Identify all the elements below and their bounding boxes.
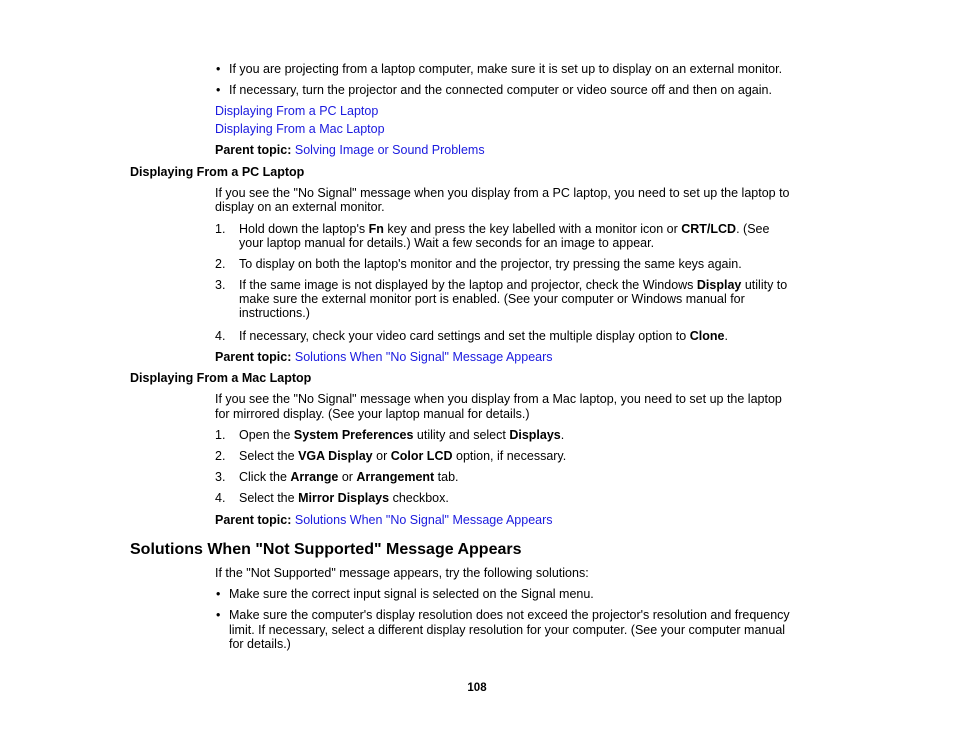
- not-supported-heading: Solutions When "Not Supported" Message Appears: [130, 541, 522, 558]
- step-number: 3.: [215, 470, 226, 484]
- mac-step-1: Open the System Preferences utility and select Displays.: [239, 428, 565, 442]
- link-mac-laptop[interactable]: Displaying From a Mac Laptop: [215, 122, 385, 136]
- pc-parent-topic: [215, 350, 553, 365]
- pc-step-4: If necessary, check your video card settings and set the multiple display option to Clone.: [239, 329, 728, 343]
- not-supported-bullet-2: Make sure the computer's display resolution does not exceed the projector's resolution and frequency: [229, 608, 790, 622]
- pc-step-1-cont: your laptop manual for details.) Wait a few seconds for an image to appear.: [239, 236, 655, 250]
- mac-step-4: Select the Mirror Displays checkbox.: [239, 491, 449, 505]
- bullet-mark: •: [216, 62, 221, 76]
- pc-step-3-cont: make sure the external monitor port is enabled. (See your computer or Windows manual for: [239, 292, 745, 306]
- parent-topic-label: Parent topic:: [215, 513, 292, 527]
- not-supported-bullet-1: Make sure the correct input signal is selected on the Signal menu.: [229, 587, 594, 601]
- pc-step-3: If the same image is not displayed by the laptop and projector, check the Windows Display utility to: [239, 278, 788, 292]
- pc-intro-line-2: display on an external monitor.: [215, 200, 385, 214]
- step-number: 1.: [215, 222, 226, 236]
- mac-intro-line-2: for mirrored display. (See your laptop manual for details.): [215, 407, 530, 421]
- pc-step-1: Hold down the laptop's Fn key and press the key labelled with a monitor icon or CRT/LCD. (See: [239, 222, 770, 236]
- intro-bullet-2: If necessary, turn the projector and the connected computer or video source off and then on again.: [229, 83, 772, 97]
- not-supported-bullet-2-cont2: for details.): [229, 637, 291, 651]
- mac-heading: Displaying From a Mac Laptop: [130, 371, 312, 385]
- step-number: 4.: [215, 329, 226, 343]
- mac-step-2: Select the VGA Display or Color LCD option, if necessary.: [239, 449, 567, 463]
- bullet-mark: •: [216, 587, 221, 601]
- intro-bullet-1: If you are projecting from a laptop computer, make sure it is set up to display on an external monitor.: [229, 62, 783, 76]
- parent-topic-label: Parent topic:: [215, 143, 292, 157]
- step-number: 2.: [215, 257, 226, 271]
- pc-heading: Displaying From a PC Laptop: [130, 165, 305, 179]
- parent-topic-link[interactable]: Solving Image or Sound Problems: [294, 143, 485, 157]
- step-number: 1.: [215, 428, 226, 442]
- parent-topic-label: Parent topic:: [215, 350, 292, 364]
- bullet-mark: •: [216, 608, 221, 622]
- mac-step-3: Click the Arrange or Arrangement tab.: [239, 470, 459, 484]
- pc-intro-line-1: If you see the "No Signal" message when you display from a PC laptop, you need to set up the laptop to: [215, 186, 790, 200]
- pc-parent-topic-link[interactable]: Solutions When "No Signal" Message Appears: [294, 350, 553, 364]
- not-supported-intro: If the "Not Supported" message appears, try the following solutions:: [215, 566, 589, 580]
- not-supported-bullet-2-cont: limit. If necessary, select a different display resolution for your computer. (See your computer manual: [229, 623, 786, 637]
- pc-step-3-cont2: instructions.): [239, 306, 310, 320]
- link-pc-laptop[interactable]: Displaying From a PC Laptop: [215, 104, 379, 118]
- bullet-mark: •: [216, 83, 221, 97]
- step-number: 3.: [215, 278, 226, 292]
- parent-topic: [215, 143, 485, 158]
- step-number: 2.: [215, 449, 226, 463]
- pc-step-2: To display on both the laptop's monitor and the projector, try pressing the same keys again.: [239, 257, 742, 271]
- mac-intro-line-1: If you see the "No Signal" message when you display from a Mac laptop, you need to set up the laptop: [215, 392, 782, 406]
- mac-parent-topic: [215, 513, 553, 528]
- step-number: 4.: [215, 491, 226, 505]
- mac-parent-topic-link[interactable]: Solutions When "No Signal" Message Appears: [294, 513, 553, 527]
- page-number: 108: [467, 682, 487, 694]
